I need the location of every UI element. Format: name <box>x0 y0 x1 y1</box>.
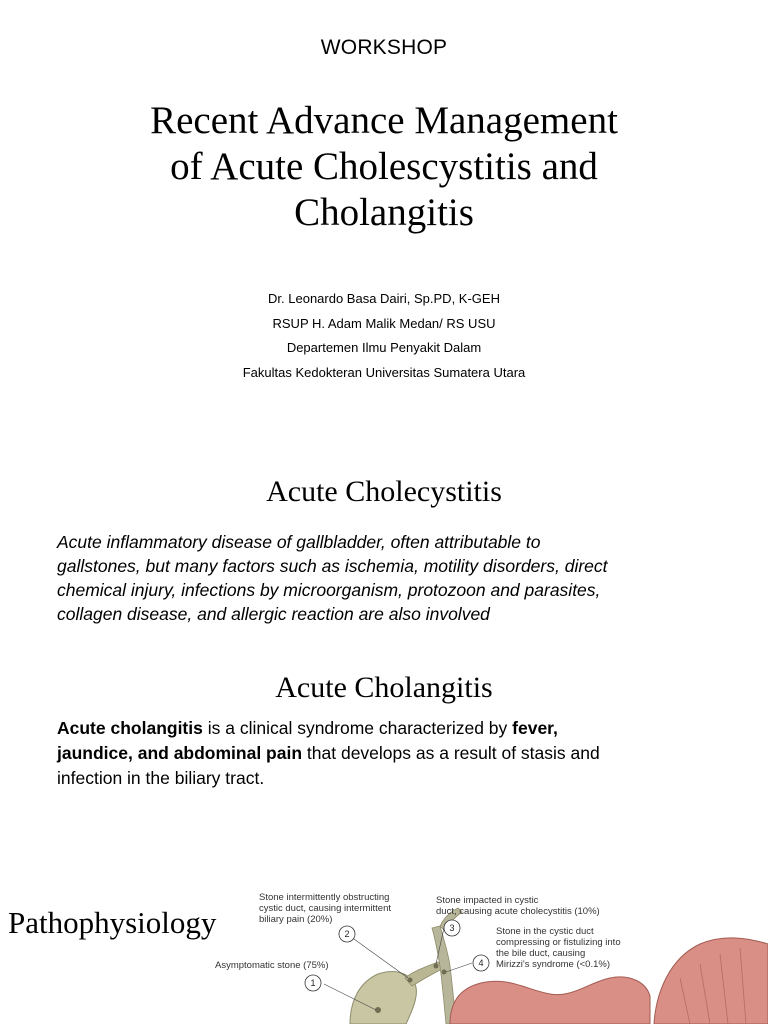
label-stone-3-line-1: Stone impacted in cystic <box>436 895 539 906</box>
definition-line: chemical injury, infections by microorganism, protozoon and parasites, <box>57 580 601 600</box>
label-stone-3-line-2: duct, causing acute cholecystitis (10%) <box>436 906 600 917</box>
callout-number-3: 3 <box>449 923 455 933</box>
heading-acute-cholangitis: Acute Cholangitis <box>275 671 493 704</box>
intestine-illustration <box>654 938 768 1024</box>
definition-line: Acute inflammatory disease of gallbladder, often attributable to <box>57 532 541 552</box>
author-block <box>0 287 768 385</box>
stone-2-illustration <box>408 978 413 983</box>
symptoms-text: jaundice, and abdominal pain <box>57 743 303 763</box>
definition-line: gallstones, but many factors such as ischemia, motility disorders, direct <box>57 556 608 576</box>
author-department: Departemen Ilmu Penyakit Dalam <box>286 340 482 355</box>
author-hospital: RSUP H. Adam Malik Medan/ RS USU <box>272 315 496 331</box>
callout-line-2 <box>347 934 408 978</box>
heading-acute-cholecystitis: Acute Cholecystitis <box>266 475 502 508</box>
label-stone-4-line-2: compressing or fistulizing into <box>496 937 621 948</box>
stone-3-illustration <box>434 964 439 969</box>
callout-number-2: 2 <box>344 929 350 939</box>
definition-line <box>57 716 737 741</box>
callout-number-1: 1 <box>310 978 316 988</box>
label-stone-2-line-2: cystic duct, causing intermittent <box>259 903 391 914</box>
page-title <box>60 98 708 236</box>
author-name: Dr. Leonardo Basa Dairi, Sp.PD, K-GEH <box>268 291 500 306</box>
cholangitis-term: Acute cholangitis <box>57 718 203 738</box>
workshop-label: WORKSHOP <box>320 36 448 59</box>
duodenum-illustration <box>450 977 650 1024</box>
definition-line: infection in the biliary tract. <box>57 768 265 788</box>
label-stone-4-line-3: the bile duct, causing <box>496 948 586 959</box>
label-stone-2-line-1: Stone intermittently obstructing <box>259 892 390 903</box>
label-stone-1: Asymptomatic stone (75%) <box>215 960 329 971</box>
heading-pathophysiology: Pathophysiology <box>8 905 217 940</box>
title-line-1: Recent Advance Management <box>150 99 618 142</box>
definition-text: that develops as a result of stasis and <box>302 743 600 763</box>
pathophysiology-diagram <box>200 882 768 1024</box>
label-stone-4-line-4: Mirizzi's syndrome (<0.1%) <box>496 959 610 970</box>
stone-4-illustration <box>442 970 447 975</box>
label-stone-2-line-3: biliary pain (20%) <box>259 914 333 925</box>
callout-number-4: 4 <box>478 958 484 968</box>
title-line-2: of Acute Cholescystitis and <box>170 145 598 188</box>
cholecystitis-definition <box>57 530 737 626</box>
symptoms-text: fever, <box>512 718 558 738</box>
cholangitis-definition <box>57 716 737 791</box>
definition-text: is a clinical syndrome characterized by <box>202 718 513 738</box>
definition-line: collagen disease, and allergic reaction are also involved <box>57 604 490 624</box>
author-faculty: Fakultas Kedokteran Universitas Sumatera Utara <box>242 364 526 380</box>
title-line-3: Cholangitis <box>294 191 474 234</box>
label-stone-4-line-1: Stone in the cystic duct <box>496 926 594 937</box>
definition-line <box>57 741 737 766</box>
